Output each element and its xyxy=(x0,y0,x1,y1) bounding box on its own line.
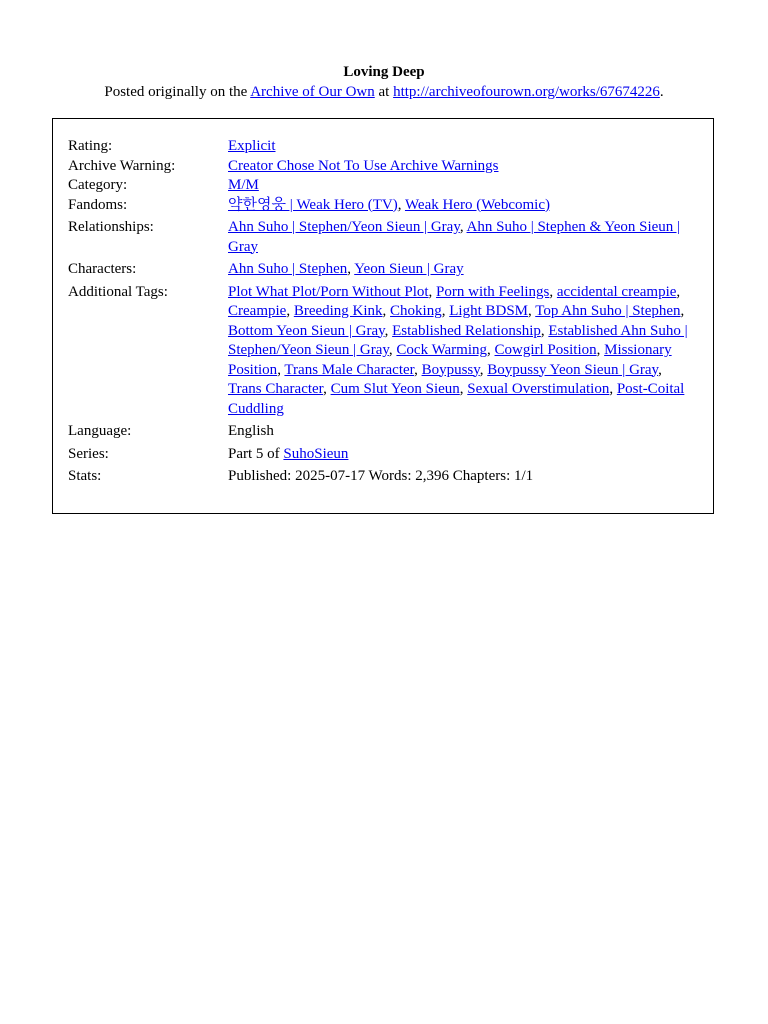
rating-link[interactable]: Explicit xyxy=(228,138,276,154)
tag-link[interactable]: Creampie xyxy=(228,303,287,319)
tag-link[interactable]: Porn with Feelings xyxy=(436,283,550,300)
rating-row xyxy=(68,137,698,157)
language-label: Language: xyxy=(68,423,132,439)
posted-prefix: Posted originally on the xyxy=(104,84,251,100)
series-label: Series: xyxy=(68,445,109,462)
fandoms-row xyxy=(68,196,698,216)
tag-link[interactable]: Cum Slut Yeon Sieun xyxy=(330,381,460,397)
category-label: Category: xyxy=(68,177,128,193)
work-url-link[interactable]: http://archiveofourown.org/works/67674226 xyxy=(393,84,660,100)
tag-link[interactable]: Cock Warming xyxy=(396,342,488,358)
series-row xyxy=(68,442,698,465)
language-value: English xyxy=(228,423,274,439)
fandoms-label: Fandoms: xyxy=(68,196,128,213)
stats-value: Published: 2025-07-17 Words: 2,396 Chapters: 1/1 xyxy=(228,468,534,484)
period: . xyxy=(659,84,664,100)
tag-link[interactable]: Choking xyxy=(390,303,442,319)
character-link[interactable]: Ahn Suho | Stephen xyxy=(228,261,348,277)
tags-list: Plot What Plot/Porn Without Plot, Porn with Feelings, accidental creampie, Creampie, Breeding Kink, Choking, Light BDSM, Top Ahn Suho | Stephen, Bottom Yeon Sieun | Gray, Established Relationship, Established Ahn Suho | Stephen/Yeon Sieun | Gray, Cock Warming, Cowgirl Position, Missionary Position, Trans Male Character, Boypussy, Boypussy Yeon Sieun | Gray, Trans Character, Cum Slut Yeon Sieun, Sexual Overstimulation, Post-Coital Cuddling xyxy=(228,283,688,417)
relationships-row xyxy=(68,215,698,257)
tag-link[interactable]: Established Relationship xyxy=(392,322,541,339)
fandoms-list: 약한영웅 | Weak Hero (TV), Weak Hero (Webcomic) xyxy=(228,196,550,213)
tag-link[interactable]: Top Ahn Suho | Stephen xyxy=(535,303,681,319)
work-header xyxy=(0,0,768,102)
characters-label: Characters: xyxy=(68,261,137,277)
work-title: Loving Deep xyxy=(343,64,425,80)
tag-link[interactable]: Trans Male Character xyxy=(284,361,415,378)
relationships-label: Relationships: xyxy=(68,219,154,235)
character-link[interactable]: Yeon Sieun | Gray xyxy=(354,261,464,277)
tag-link[interactable]: Post-Coital Cuddling xyxy=(228,381,685,417)
language-row xyxy=(68,419,698,442)
series-prefix: Part 5 of xyxy=(228,445,284,462)
posted-line xyxy=(0,82,768,102)
relationship-link[interactable]: Ahn Suho | Stephen & Yeon Sieun | Gray xyxy=(228,219,681,255)
relationships-list: Ahn Suho | Stephen/Yeon Sieun | Gray, Ahn Suho | Stephen & Yeon Sieun | Gray xyxy=(228,219,681,255)
tag-link[interactable]: accidental creampie xyxy=(556,283,677,300)
warning-label: Archive Warning: xyxy=(68,157,176,174)
warning-value-cell xyxy=(228,157,698,177)
category-row xyxy=(68,176,698,196)
tag-link[interactable]: Missionary Position xyxy=(228,342,672,378)
metadata-box xyxy=(52,118,714,514)
rating-label: Rating: xyxy=(68,138,113,154)
tag-link[interactable]: Plot What Plot/Porn Without Plot xyxy=(228,283,429,300)
category-link[interactable]: M/M xyxy=(228,177,259,193)
stats-label: Stats: xyxy=(68,468,102,484)
tag-link[interactable]: Boypussy xyxy=(421,361,480,378)
characters-row xyxy=(68,257,698,280)
tag-link[interactable]: Breeding Kink xyxy=(293,303,383,319)
characters-list: Ahn Suho | Stephen, Yeon Sieun | Gray xyxy=(228,261,464,277)
tag-link[interactable]: Sexual Overstimulation xyxy=(467,381,610,397)
warning-row xyxy=(68,157,698,177)
series-link[interactable]: SuhoSieun xyxy=(283,445,349,462)
metadata-table xyxy=(68,137,698,487)
fandom-link[interactable]: Weak Hero (Webcomic) xyxy=(404,196,550,213)
tag-link[interactable]: Trans Character xyxy=(228,381,324,397)
tag-link[interactable]: Light BDSM xyxy=(449,303,528,319)
fandom-link[interactable]: 약한영웅 | Weak Hero (TV) xyxy=(228,196,398,213)
tags-row xyxy=(68,280,698,420)
tag-link[interactable]: Cowgirl Position xyxy=(494,342,597,358)
tags-label: Additional Tags: xyxy=(68,283,168,300)
series-value-cell xyxy=(228,442,698,465)
stats-row xyxy=(68,464,698,487)
category-value-cell xyxy=(228,176,698,196)
at-text: at xyxy=(374,84,394,100)
archive-link[interactable]: Archive of Our Own xyxy=(250,84,375,100)
relationship-link[interactable]: Ahn Suho | Stephen/Yeon Sieun | Gray xyxy=(228,219,460,235)
tag-link[interactable]: Boypussy Yeon Sieun | Gray xyxy=(487,361,659,378)
tag-link[interactable]: Established Ahn Suho | Stephen/Yeon Sieun | Gray xyxy=(228,322,688,358)
warning-link[interactable]: Creator Chose Not To Use Archive Warnings xyxy=(228,157,499,174)
tag-link[interactable]: Bottom Yeon Sieun | Gray xyxy=(228,322,385,339)
rating-value-cell xyxy=(228,137,698,157)
